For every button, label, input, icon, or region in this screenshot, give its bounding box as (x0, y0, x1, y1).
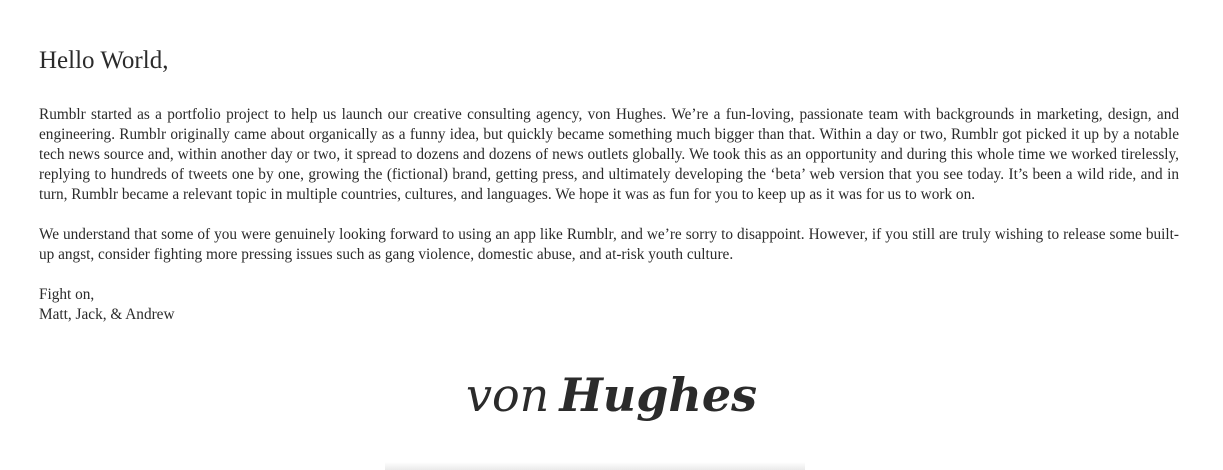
intro-paragraph: Rumblr started as a portfolio project to help us launch our creative consulting agency, von Hughes. We’re a fun-loving, passionate team with backgrounds in marketing, design, and engineering. Rumblr originally came about organically as a funny idea, but quickly became something much bigger than that. Within a day or two, Rumblr got picked it up by a notable tech news source and, within another day or two, it spread to dozens and dozens of news outlets globally. We took this as an opportunity and during this whole time we worked tirelessly, replying to hundreds of tweets one by one, growing the (fictional) brand, getting press, and ultimately developing the ‘beta’ web version that you see today. It’s been a wild ride, and in turn, Rumblr became a relevant topic in multiple countries, cultures, and languages. We hope it was as fun for you to keep up as it was for us to work on. (39, 106, 1179, 203)
closing-line: Fight on, (39, 286, 95, 303)
letter (39, 44, 1179, 325)
greeting-heading: Hello World, (39, 47, 169, 74)
von-hughes-logo[interactable] (0, 365, 1223, 425)
logo-bold-text: Hughes (559, 368, 757, 422)
footer-fade-divider (385, 462, 805, 470)
signature-line: Matt, Jack, & Andrew (39, 306, 175, 323)
logo-light-text: von (466, 368, 550, 422)
apology-paragraph: We understand that some of you were genuinely looking forward to using an app like Rumblr, and we’re sorry to disappoint. However, if you still are truly wishing to release some built-up angst, consider fighting more pressing issues such as gang violence, domestic abuse, and at-risk youth culture. (39, 226, 1179, 263)
